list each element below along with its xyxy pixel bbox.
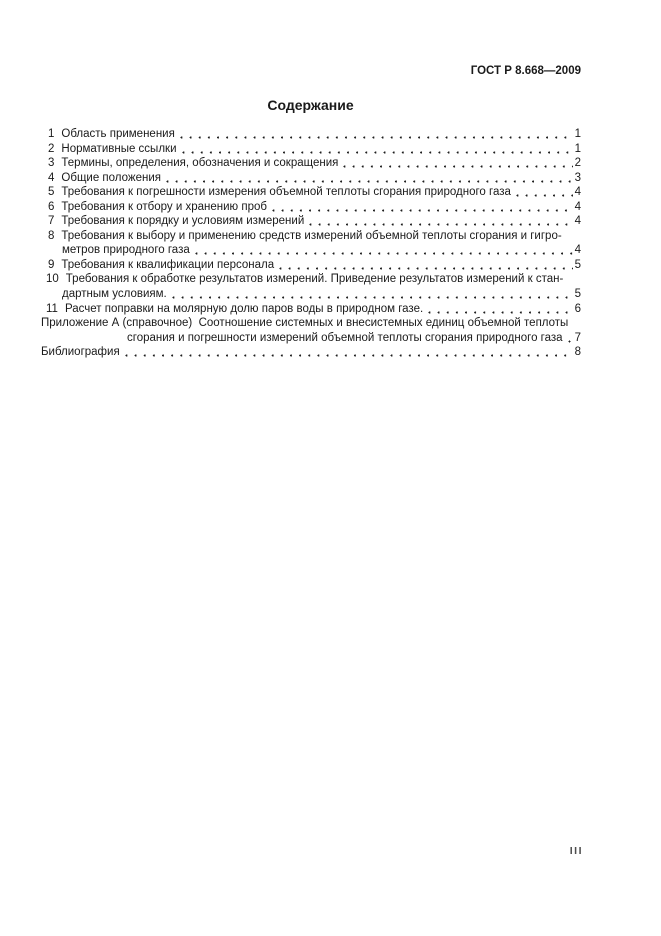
dot-leader — [567, 331, 573, 346]
toc-row — [40, 142, 581, 157]
toc-entry-page: 4 — [574, 186, 581, 199]
toc-entry-title: Требования к обработке результатов измерений. Приведение результатов измерений к стан- — [65, 273, 564, 286]
toc-row-appendix — [40, 316, 581, 331]
toc-entry-title: Термины, определения, обозначения и сокращения — [61, 157, 339, 170]
toc-entry-title: Требования к погрешности измерения объемной теплоты сгорания природного газа — [61, 186, 511, 199]
dot-leader — [278, 258, 572, 273]
toc-entry-page: 3 — [574, 171, 581, 184]
toc-row — [40, 156, 581, 171]
toc-entry-number: 7 — [48, 215, 55, 228]
toc-entry-page: 5 — [574, 258, 581, 271]
toc-entry-number: 5 — [48, 186, 55, 199]
toc-entry-number: 6 — [48, 200, 55, 213]
toc-entry-title: Расчет поправки на молярную долю паров воды в природном газе. — [64, 302, 424, 315]
toc-entry-title: дартным условиям. — [62, 288, 167, 301]
dot-leader — [271, 200, 573, 215]
toc-row — [40, 127, 581, 142]
toc-entry-title: Требования к отбору и хранению проб — [61, 200, 267, 213]
dot-leader — [124, 345, 573, 360]
dot-leader — [427, 302, 572, 317]
toc-entry-number: 9 — [48, 258, 55, 271]
toc-row — [40, 171, 581, 186]
dot-leader — [308, 214, 572, 229]
toc-entry-title: метров природного газа — [62, 244, 190, 257]
toc-entry-page: 5 — [574, 288, 581, 301]
toc-entry-page: 7 — [574, 331, 581, 344]
toc-entry-number: 10 — [46, 273, 59, 286]
toc-entry-title: Библиография — [41, 346, 120, 359]
toc-entry-page: 4 — [574, 215, 581, 228]
toc-entry-title: Область применения — [61, 128, 175, 140]
dot-leader — [194, 243, 573, 258]
dot-leader — [342, 156, 572, 171]
toc-entry-number: 8 — [48, 229, 55, 242]
page-title: Содержание — [267, 97, 354, 113]
dot-leader — [171, 287, 573, 302]
document-code: ГОСТ Р 8.668—2009 — [470, 65, 581, 77]
toc-row — [40, 200, 581, 215]
toc-row — [40, 302, 581, 317]
toc-row-bibliography — [40, 345, 581, 360]
toc-row — [40, 229, 581, 244]
toc-entry-number: 1 — [48, 128, 55, 140]
dot-leader — [165, 171, 573, 186]
dot-leader — [181, 142, 573, 157]
toc-entry-title: Общие положения — [61, 171, 161, 184]
toc-entry-page: 2 — [574, 157, 581, 170]
toc-entry-page: 4 — [574, 244, 581, 257]
toc-row-continuation — [40, 243, 581, 258]
toc-entry-page: 8 — [574, 346, 581, 359]
folio-page-number: III — [569, 845, 583, 857]
toc-entry-title: Требования к квалификации персонала — [61, 258, 275, 271]
toc-entry-page: 1 — [574, 142, 581, 155]
toc-entry-title: Приложение А (справочное) Соотношение системных и внесистемных единиц объемной теплоты — [41, 317, 569, 330]
toc-row — [40, 272, 581, 287]
toc-entry-title: сгорания и погрешности измерений объемной теплоты сгорания природного газа — [127, 331, 563, 344]
toc-row-continuation — [40, 287, 581, 302]
toc-entry-title: Требования к выбору и применению средств измерений объемной теплоты сгорания и гигро- — [61, 229, 562, 242]
toc-entry-page: 1 — [574, 128, 581, 140]
toc-entry-number: 3 — [48, 157, 55, 170]
toc-row — [40, 214, 581, 229]
toc-row — [40, 258, 581, 273]
toc-entry-page: 6 — [574, 302, 581, 315]
toc-entry-page: 4 — [574, 200, 581, 213]
toc-entry-number: 11 — [46, 302, 58, 315]
toc-entry-title: Требования к порядку и условиям измерений — [61, 215, 305, 228]
dot-leader — [179, 127, 573, 142]
toc-entry-number: 4 — [48, 171, 55, 184]
toc-entry-title: Нормативные ссылки — [61, 142, 177, 155]
page-content — [40, 0, 581, 936]
dot-leader — [515, 185, 573, 200]
table-of-contents — [40, 127, 581, 360]
toc-row — [40, 185, 581, 200]
toc-entry-number: 2 — [48, 142, 55, 155]
toc-row-continuation — [40, 331, 581, 346]
